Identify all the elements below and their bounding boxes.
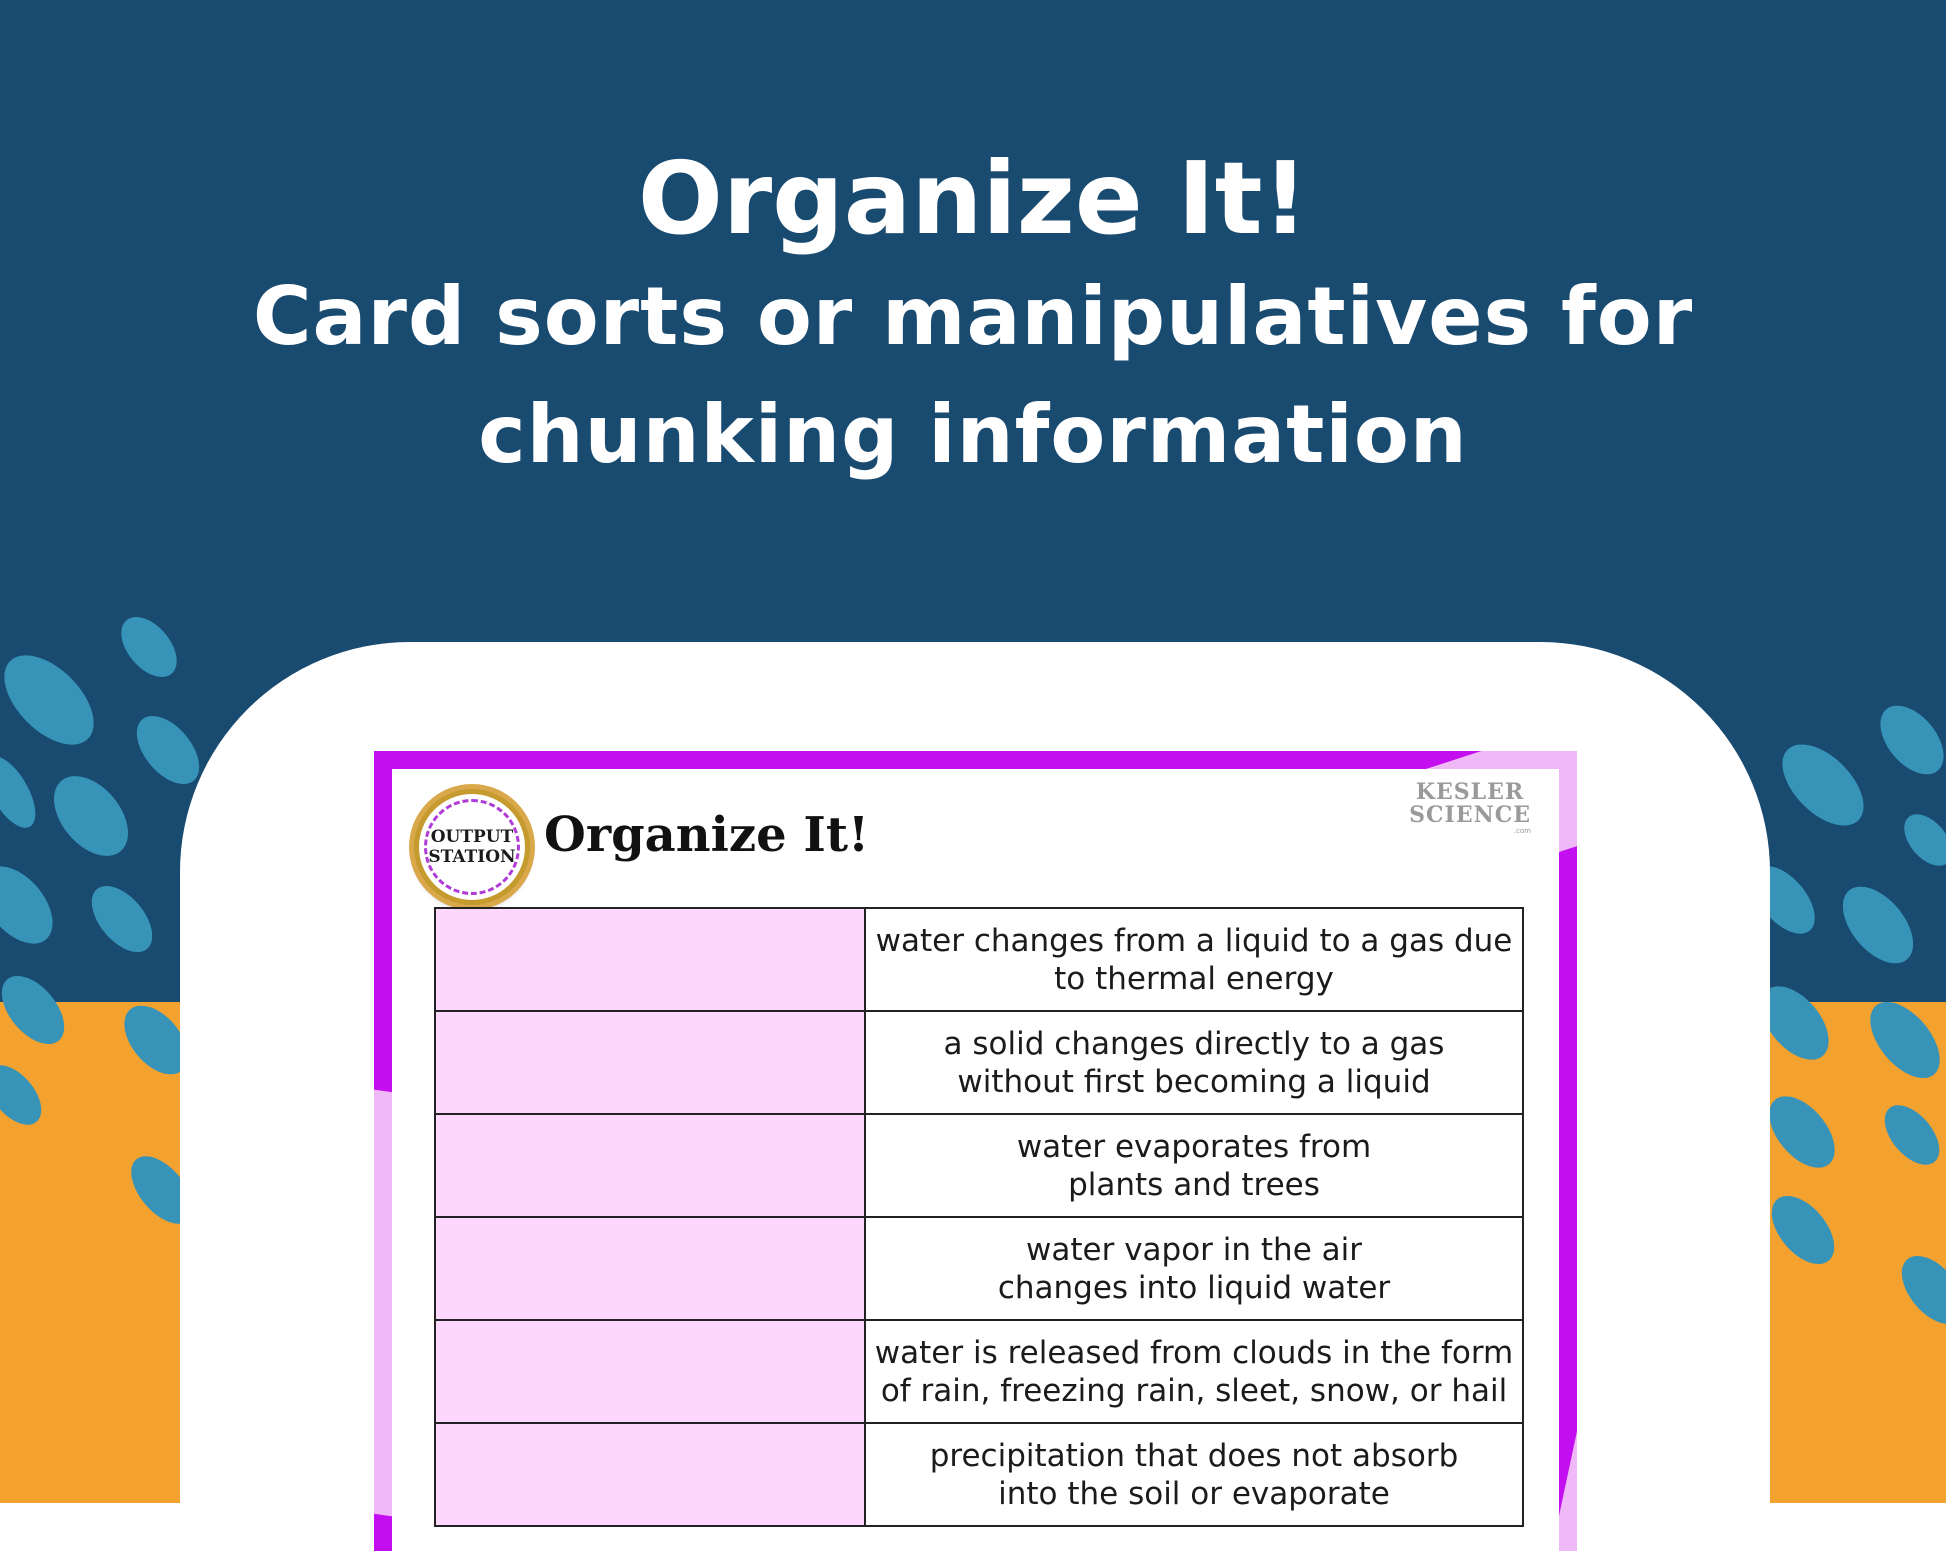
headline (0, 140, 1946, 494)
logo-line2: SCIENCE (1409, 802, 1531, 828)
answer-cell (435, 1114, 865, 1217)
table-row (435, 1320, 1523, 1423)
headline-subtitle-line2: chunking information (478, 388, 1468, 481)
table-row (435, 1114, 1523, 1217)
definition-line2: into the soil or evaporate (998, 1475, 1390, 1512)
badge-line1: OUTPUT (430, 827, 514, 847)
definition-line1: water vapor in the air (1026, 1231, 1362, 1268)
answer-cell (435, 1423, 865, 1526)
definition-line1: water is released from clouds in the form (874, 1334, 1514, 1371)
answer-cell (435, 1320, 865, 1423)
answer-cell (435, 1217, 865, 1320)
definition-line1: water changes from a liquid to a gas due (875, 922, 1513, 959)
table-row (435, 1011, 1523, 1114)
sort-table (434, 907, 1524, 1527)
table-row (435, 908, 1523, 1011)
definition-line1: precipitation that does not absorb (929, 1437, 1459, 1474)
definition-line2: plants and trees (1068, 1166, 1320, 1203)
logo-suffix: .com (1513, 827, 1531, 835)
definition-line1: water evaporates from (1016, 1128, 1372, 1165)
logo-line1: KESLER (1415, 779, 1525, 805)
definition-line2: to thermal energy (1054, 960, 1334, 997)
definition-line2: of rain, freezing rain, sleet, snow, or hail (880, 1372, 1508, 1409)
definition-cell (865, 1011, 1523, 1114)
kesler-science-logo (1409, 781, 1531, 835)
headline-subtitle-line1: Card sorts or manipulatives for (252, 270, 1694, 363)
headline-title: Organize It! (637, 140, 1309, 257)
table-row (435, 1217, 1523, 1320)
definition-cell (865, 1320, 1523, 1423)
definition-cell (865, 1217, 1523, 1320)
definition-line1: a solid changes directly to a gas (943, 1025, 1445, 1062)
output-station-badge (414, 789, 530, 905)
definition-cell (865, 908, 1523, 1011)
worksheet-page (392, 769, 1559, 1551)
definition-line2: without first becoming a liquid (957, 1063, 1431, 1100)
answer-cell (435, 908, 865, 1011)
worksheet-title: Organize It! (544, 807, 870, 863)
answer-cell (435, 1011, 865, 1114)
badge-line2: STATION (428, 847, 516, 867)
definition-cell (865, 1423, 1523, 1526)
worksheet-preview (374, 751, 1577, 1551)
definition-line2: changes into liquid water (997, 1269, 1391, 1306)
table-row (435, 1423, 1523, 1526)
definition-cell (865, 1114, 1523, 1217)
